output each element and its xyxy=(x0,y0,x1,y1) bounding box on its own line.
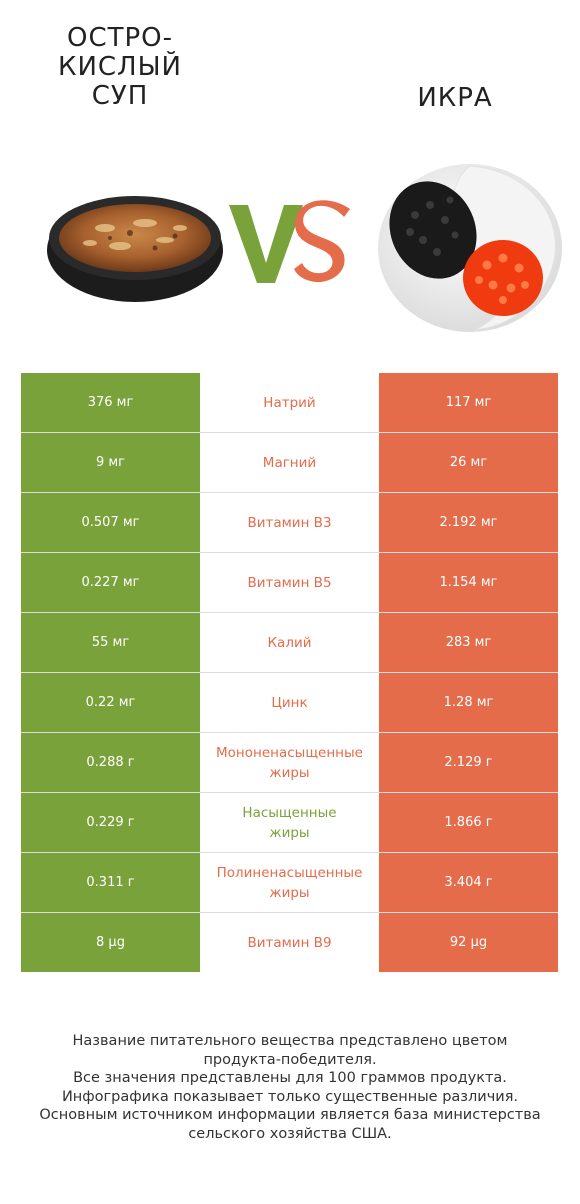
right-value: 117 мг xyxy=(379,373,558,432)
footer-line: продукта-победителя. xyxy=(203,1051,377,1068)
footer-line: Все значения представлены для 100 граммов продукта. xyxy=(73,1070,507,1086)
nutrient-name-line: жиры xyxy=(269,764,310,781)
nutrient-name-line: Витамин B3 xyxy=(247,514,332,531)
table-row xyxy=(21,673,558,733)
footer-line: Основным источником информации является база министерства xyxy=(39,1107,541,1123)
nutrient-name xyxy=(200,553,379,612)
left-value: 376 мг xyxy=(21,373,200,432)
table-row xyxy=(21,913,558,973)
footer-note xyxy=(20,1032,560,1143)
vs-label xyxy=(226,195,351,290)
nutrient-name-line: жиры xyxy=(269,884,310,901)
nutrient-name-line: Натрий xyxy=(263,394,316,411)
soup-bowl-image xyxy=(45,188,225,308)
table-row xyxy=(21,373,558,433)
nutrient-name-line: Мононенасыщенные xyxy=(216,744,363,761)
right-value: 2.192 мг xyxy=(379,493,558,552)
left-value: 0.229 г xyxy=(21,793,200,852)
left-title-line: СУП xyxy=(91,81,149,111)
caviar-image xyxy=(375,160,565,335)
footer-line: Название питательного вещества представлено цветом xyxy=(72,1033,508,1049)
nutrient-name-line: Калий xyxy=(267,634,312,651)
left-value: 55 мг xyxy=(21,613,200,672)
nutrient-name-line: Цинк xyxy=(271,694,308,711)
left-title-line: КИСЛЫЙ xyxy=(57,52,182,82)
nutrient-name-line: Полиненасыщенные xyxy=(216,864,363,881)
footer-line: Инфографика показывает только существенные различия. xyxy=(61,1088,519,1105)
left-title-line: ОСТРО- xyxy=(66,23,174,53)
table-row xyxy=(21,793,558,853)
table-row xyxy=(21,553,558,613)
nutrient-name xyxy=(200,733,379,792)
right-product-title: ИКРА xyxy=(417,83,493,113)
right-value: 1.866 г xyxy=(379,793,558,852)
right-value: 26 мг xyxy=(379,433,558,492)
nutrient-name-line: Витамин B9 xyxy=(247,934,332,951)
comparison-table xyxy=(21,373,558,973)
left-value: 0.288 г xyxy=(21,733,200,792)
left-value: 0.22 мг xyxy=(21,673,200,732)
nutrient-name xyxy=(200,613,379,672)
right-value: 1.28 мг xyxy=(379,673,558,732)
left-value: 0.507 мг xyxy=(21,493,200,552)
nutrient-name xyxy=(200,373,379,432)
left-product-title xyxy=(30,24,210,111)
nutrient-name xyxy=(200,913,379,972)
footer-line: сельского хозяйства США. xyxy=(188,1125,392,1142)
left-value: 0.227 мг xyxy=(21,553,200,612)
right-value: 1.154 мг xyxy=(379,553,558,612)
left-value: 8 µg xyxy=(21,913,200,972)
table-row xyxy=(21,613,558,673)
nutrient-name-line: жиры xyxy=(269,824,310,841)
right-value: 283 мг xyxy=(379,613,558,672)
table-row xyxy=(21,853,558,913)
nutrient-name-line: Насыщенные xyxy=(242,804,337,821)
left-value: 0.311 г xyxy=(21,853,200,912)
nutrient-name xyxy=(200,853,379,912)
nutrient-name xyxy=(200,673,379,732)
right-value: 3.404 г xyxy=(379,853,558,912)
right-value: 2.129 г xyxy=(379,733,558,792)
nutrient-name-line: Магний xyxy=(262,454,317,471)
table-row xyxy=(21,433,558,493)
table-row xyxy=(21,493,558,553)
right-value: 92 µg xyxy=(379,913,558,972)
nutrient-name xyxy=(200,793,379,852)
table-row xyxy=(21,733,558,793)
nutrient-name xyxy=(200,493,379,552)
left-value: 9 мг xyxy=(21,433,200,492)
nutrient-name-line: Витамин B5 xyxy=(247,574,332,591)
nutrient-name xyxy=(200,433,379,492)
